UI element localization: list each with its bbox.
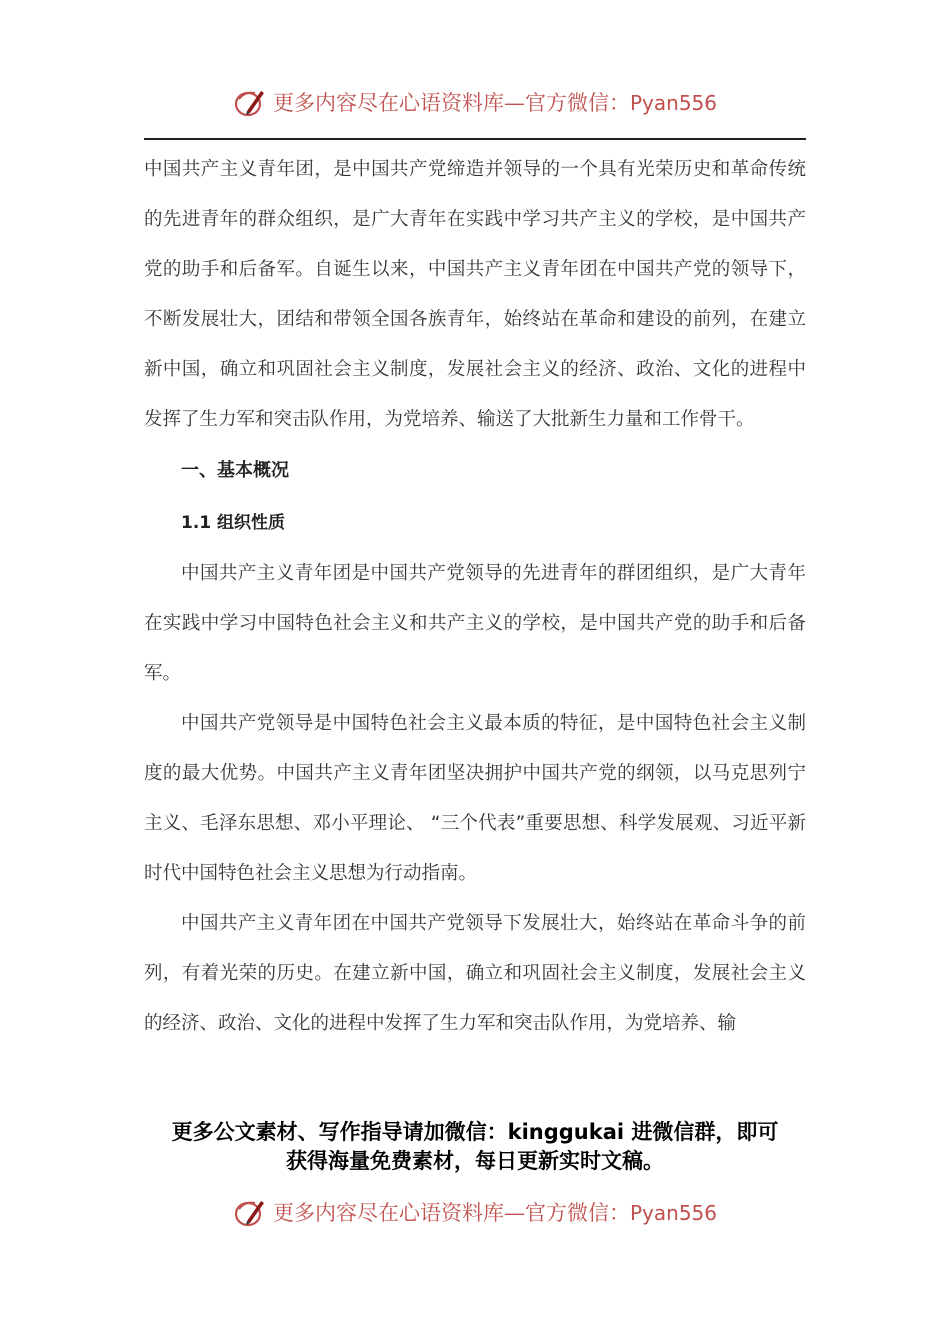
intro-paragraph: 中国共产主义青年团，是中国共产党缔造并领导的一个具有光荣历史和革命传统的先进青年的群众组织，是广大青年在实践中学习共产主义的学校，是中国共产党的助手和后备军。自诞生以来，中国共产主义青年团在中国共产党的领导下，不断发展壮大，团结和带领全国各族青年，始终站在革命和建设的前列，在建立新中国，确立和巩固社会主义制度，发展社会主义的经济、政治、文化的进程中发挥了生力军和突击队作用，为党培养、输送了大批新生力量和工作骨干。 — [144, 159, 806, 430]
promo-notice — [144, 1118, 806, 1176]
footer-banner — [0, 1190, 950, 1234]
paragraph-nature: 中国共产主义青年团是中国共产党领导的先进青年的群团组织，是广大青年在实践中学习中国特色社会主义和共产主义的学校，是中国共产党的助手和后备军。 — [144, 563, 806, 684]
footer-banner-text: 更多内容尽在心语资料库—官方微信： — [272, 1201, 630, 1225]
promo-line-2: 获得海量免费素材，每日更新实时文稿。 — [286, 1149, 664, 1173]
header-banner — [0, 80, 950, 124]
subsection-heading: 1.1 组织性质 — [181, 513, 286, 533]
header-banner-text: 更多内容尽在心语资料库—官方微信： — [272, 91, 630, 115]
footer-wechat-id: Pyan556 — [629, 1201, 717, 1225]
paragraph-leadership: 中国共产党领导是中国特色社会主义最本质的特征，是中国特色社会主义制度的最大优势。中国共产主义青年团坚决拥护中国共产党的纲领，以马克思列宁主义、毛泽东思想、邓小平理论、 “三个代表”重要思想、科学发展观、习近平新时代中国特色社会主义思想为行动指南。 — [144, 713, 806, 884]
promo-line-1: 更多公文素材、写作指导请加微信：kinggukai 进微信群，即可 — [171, 1120, 779, 1144]
pen-logo-icon — [233, 1195, 267, 1229]
header-divider — [144, 138, 806, 140]
document-body — [144, 145, 806, 1049]
header-wechat-id: Pyan556 — [629, 91, 717, 115]
pen-logo-icon — [233, 85, 267, 119]
section-heading: 一、基本概况 — [181, 460, 289, 481]
paragraph-history: 中国共产主义青年团在中国共产党领导下发展壮大，始终站在革命斗争的前列，有着光荣的历史。在建立新中国，确立和巩固社会主义制度，发展社会主义的经济、政治、文化的进程中发挥了生力军和突击队作用，为党培养、输 — [144, 913, 806, 1034]
